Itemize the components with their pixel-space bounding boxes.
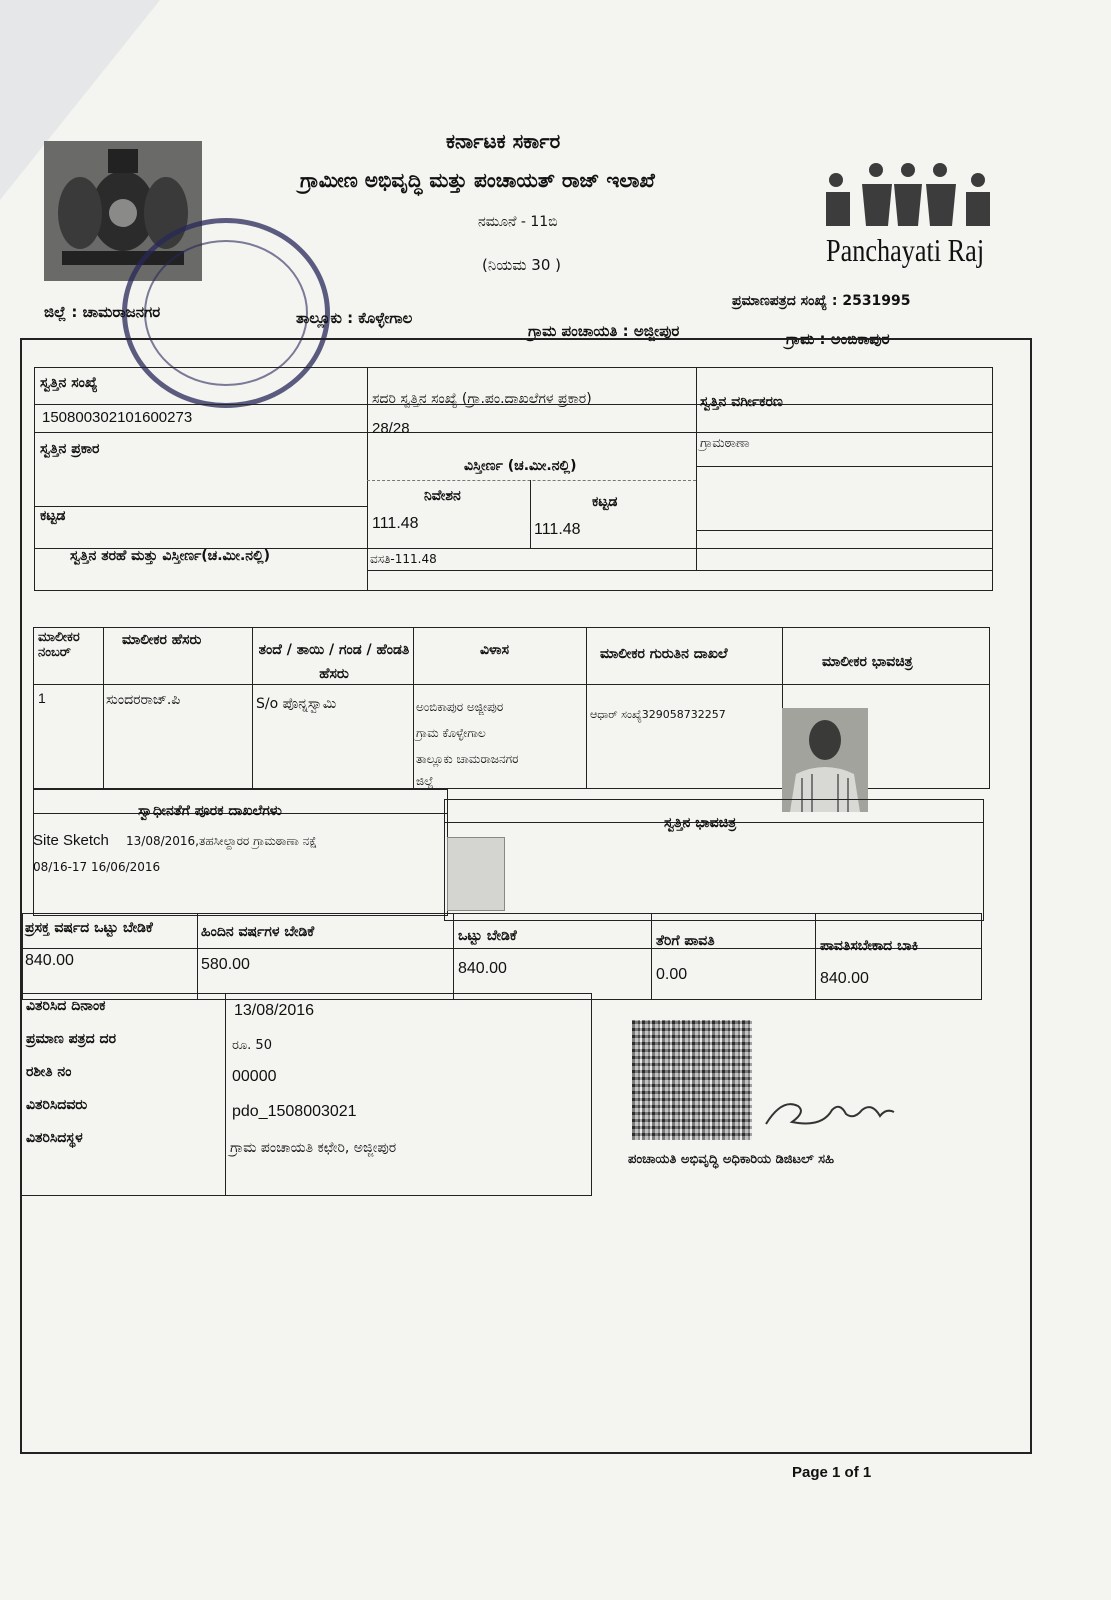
current-demand-value: 840.00	[25, 952, 74, 969]
taluk: ತಾಲ್ಲೂಕು : ಕೊಳ್ಳೇಗಾಲ	[296, 309, 413, 327]
owner-id-value: ಆಧಾರ್ ಸಂಖ್ಯೆ329058732257	[590, 708, 726, 721]
rule-number: (ನಿಯಮ 30 )	[482, 256, 561, 274]
property-number-value: 150800302101600273	[42, 409, 193, 426]
property-class-label: ಸ್ವತ್ತಿನ ವರ್ಗೀಕರಣ	[700, 394, 783, 410]
current-demand-header: ಪ್ರಸಕ್ತ ವರ್ಷದ ಒಟ್ಟು ಬೇಡಿಕೆ	[25, 920, 153, 936]
sadari-number-label: ಸದರಿ ಸ್ವತ್ತಿನ ಸಂಖ್ಯೆ (ಗ್ರಾ.ಪಂ.ದಾಖಲೆಗಳ ಪ್ರಕಾರ)	[372, 391, 592, 407]
village: ಗ್ರಾಮ : ಅಂಬಿಕಾಪುರ	[786, 330, 890, 348]
documents-line-1: 13/08/2016,ತಹಸೀಲ್ದಾರರ ಗ್ರಾಮಠಾಣಾ ನಕ್ಷೆ	[126, 834, 318, 848]
tax-paid-value: 0.00	[656, 966, 688, 983]
certificate-fee-label: ಪ್ರಮಾಣ ಪತ್ರದ ದರ	[26, 1031, 116, 1047]
form-number: ನಮೂನೆ - 11ಬಿ	[478, 214, 558, 230]
owner-name-header: ಮಾಲೀಕರ ಹೆಸರು	[122, 632, 202, 648]
digital-signature-icon	[762, 1088, 922, 1134]
owner-number-header: ಮಾಲೀಕರ ನಂಬರ್	[38, 630, 80, 660]
receipt-number-label: ರಶೀತಿ ನಂ	[26, 1064, 72, 1080]
address-header: ವಿಳಾಸ	[480, 642, 510, 658]
property-photo-label: ಸ್ವತ್ತಿನ ಭಾವಚಿತ್ರ	[664, 815, 737, 831]
property-kind-label: ಸ್ವತ್ತಿನ ತರಹೆ ಮತ್ತು ವಿಸ್ತೀರ್ಣ(ಚ.ಮೀ.ನಲ್ಲಿ)	[70, 548, 271, 564]
department-title: ಗ್ರಾಮೀಣ ಅಭಿವೃದ್ಧಿ ಮತ್ತು ಪಂಚಾಯತ್ ರಾಜ್ ಇಲಾಖೆ	[300, 168, 655, 192]
address-line-3: ತಾಲ್ಲೂಕು ಚಾಮರಾಜನಗರ	[416, 752, 519, 766]
documents-label: ಸ್ವಾಧೀನತೆಗೆ ಪೂರಕ ದಾಖಲೆಗಳು	[138, 803, 282, 819]
issuer-label: ವಿತರಿಸಿದವರು	[26, 1097, 88, 1113]
parent-name-header: ತಂದೆ / ತಾಯಿ / ಗಂಡ / ಹೆಂಡತಿ ಹೆಸರು	[258, 642, 410, 682]
owner-number-value: 1	[38, 690, 46, 706]
district: ಜಿಲ್ಲೆ : ಚಾಮರಾಜನಗರ	[44, 303, 161, 321]
owner-photo-header: ಮಾಲೀಕರ ಭಾವಚಿತ್ರ	[822, 654, 913, 670]
owner-id-header: ಮಾಲೀಕರ ಗುರುತಿನ ದಾಖಲೆ	[600, 646, 728, 662]
address-line-2: ಗ್ರಾಮ ಕೊಳ್ಳೇಗಾಲ	[416, 726, 486, 740]
receipt-number-value: 00000	[232, 1068, 277, 1085]
previous-demand-value: 580.00	[201, 956, 250, 973]
previous-demand-header: ಹಿಂದಿನ ವರ್ಷಗಳ ಬೇಡಿಕೆ	[201, 924, 315, 940]
panchayati-raj-logo-icon	[822, 160, 994, 230]
property-photo-thumbnail	[447, 837, 505, 911]
site-sketch-label: Site Sketch	[33, 832, 109, 849]
property-type-label: ಸ್ವತ್ತಿನ ಪ್ರಕಾರ	[40, 441, 100, 457]
documents-line-2: 08/16-17 16/06/2016	[33, 860, 161, 874]
area-label: ವಿಸ್ತೀರ್ಣ (ಚ.ಮೀ.ನಲ್ಲಿ)	[464, 458, 577, 474]
total-demand-header: ಒಟ್ಟು ಬೇಡಿಕೆ	[458, 928, 517, 944]
issue-date-label: ವಿತರಿಸಿದ ದಿನಾಂಕ	[26, 998, 106, 1014]
tax-paid-header: ತೆರಿಗೆ ಪಾವತಿ	[656, 933, 715, 949]
sadari-number-value: 28/28	[372, 420, 410, 437]
property-kind-value: ವಸತಿ-111.48	[370, 552, 437, 566]
address-line-4: ಜಿಲ್ಲೆ	[416, 774, 434, 788]
building-area-value: 111.48	[534, 521, 581, 538]
certificate-number: ಪ್ರಮಾಣಪತ್ರದ ಸಂಖ್ಯೆ : 2531995	[732, 293, 911, 309]
balance-header: ಪಾವತಿಸಬೇಕಾದ ಬಾಕಿ	[820, 938, 919, 954]
total-demand-value: 840.00	[458, 960, 507, 977]
issue-details-table	[20, 993, 592, 1196]
property-class-value: ಗ್ರಾಮಠಾಣಾ	[700, 436, 750, 451]
issuer-value: pdo_1508003021	[232, 1103, 357, 1120]
site-area-value: 111.48	[372, 515, 419, 532]
site-label: ನಿವೇಶನ	[424, 488, 461, 504]
page-number: Page 1 of 1	[792, 1464, 872, 1481]
owner-name-value: ಸುಂದರರಾಜ್.ಪಿ	[106, 692, 181, 708]
certificate-fee-value: ರೂ. 50	[232, 1038, 272, 1053]
signature-caption: ಪಂಚಾಯತಿ ಅಭಿವೃದ್ಧಿ ಅಧಿಕಾರಿಯ ಡಿಜಿಟಲ್ ಸಹಿ	[628, 1152, 835, 1167]
owner-photo	[782, 708, 868, 812]
parent-name-value: S/o ಪೊನ್ನಸ್ವಾಮಿ	[256, 696, 337, 712]
qr-code	[632, 1020, 752, 1140]
issue-date-value: 13/08/2016	[234, 1002, 315, 1019]
issue-place-value: ಗ್ರಾಮ ಪಂಚಾಯತಿ ಕಛೇರಿ, ಅಜ್ಜೀಪುರ	[230, 1140, 397, 1156]
building-label: ಕಟ್ಟಡ	[592, 494, 618, 510]
state-government-title: ಕರ್ನಾಟಕ ಸರ್ಕಾರ	[446, 129, 561, 153]
address-line-1: ಅಂಬಿಕಾಪುರ ಅಜ್ಜೀಪುರ	[416, 700, 504, 714]
property-number-label: ಸ್ವತ್ತಿನ ಸಂಖ್ಯೆ	[40, 375, 98, 391]
issue-place-label: ವಿತರಿಸಿದಸ್ಥಳ	[26, 1130, 83, 1146]
gram-panchayat: ಗ್ರಾಮ ಪಂಚಾಯತಿ : ಅಜ್ಜೀಪುರ	[528, 322, 680, 340]
balance-value: 840.00	[820, 970, 869, 987]
property-type-value: ಕಟ್ಟಡ	[40, 508, 66, 524]
panchayati-raj-logo-text: Panchayati Raj	[826, 232, 985, 268]
